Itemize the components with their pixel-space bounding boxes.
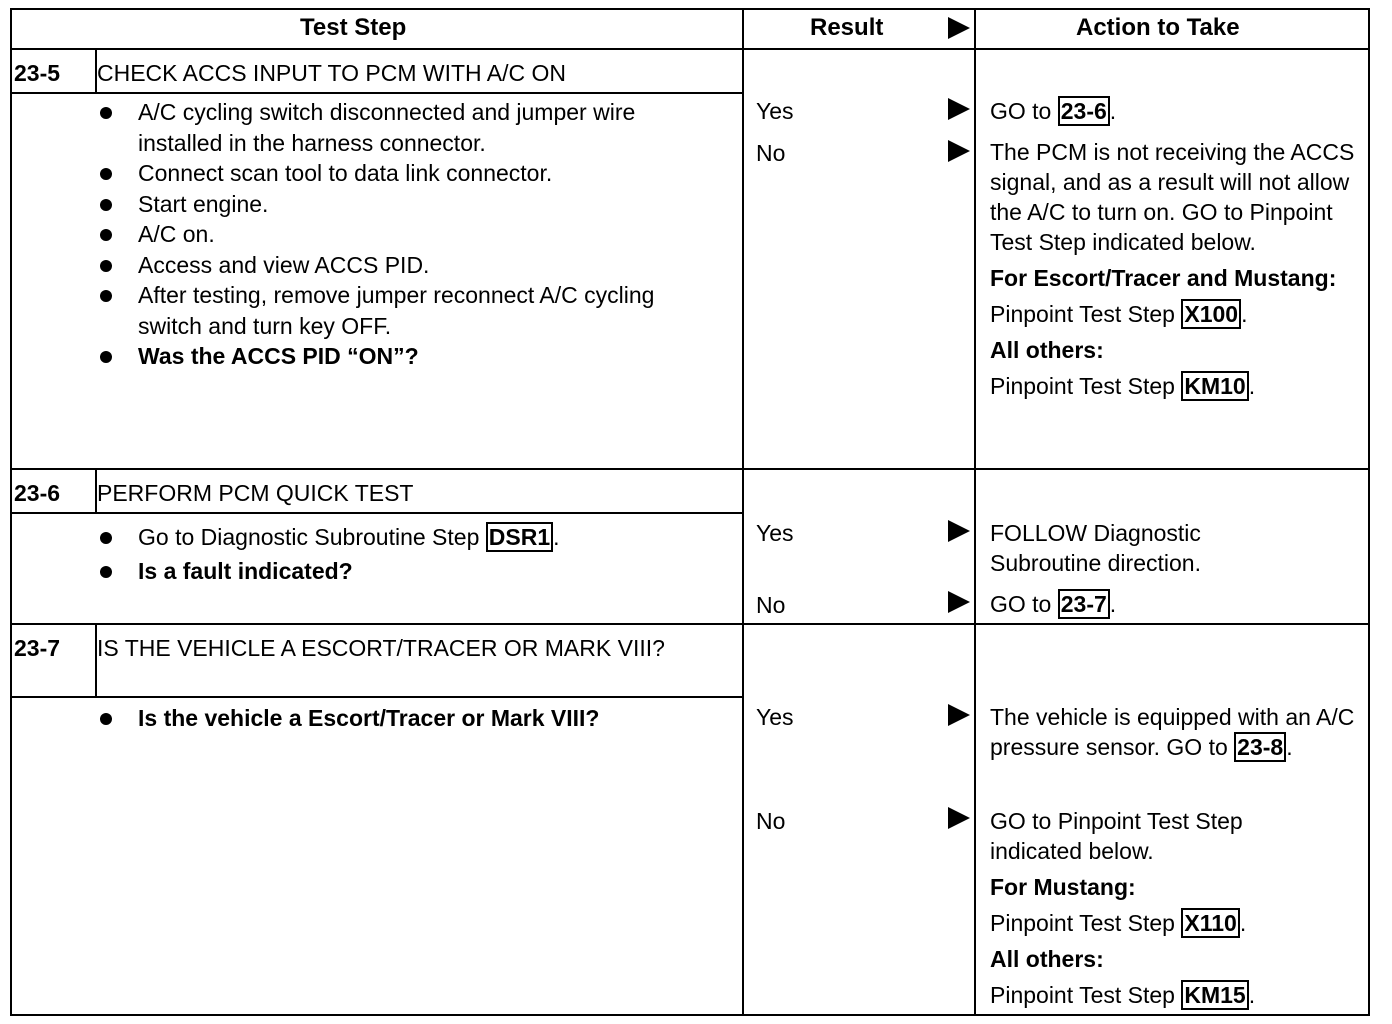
bullet-icon — [100, 290, 112, 302]
bullet-item: A/C on. — [96, 219, 696, 250]
step-ref-box[interactable]: 23-8 — [1234, 732, 1286, 762]
bullet-item: Go to Diagnostic Subroutine Step DSR1 . — [96, 518, 696, 556]
step-ref-box[interactable]: 23-6 — [1058, 96, 1110, 126]
header-action: Action to Take — [1076, 14, 1240, 41]
group-heading: For Escort/Tracer and Mustang: — [990, 265, 1337, 291]
arrow-icon — [948, 140, 970, 162]
step-title: IS THE VEHICLE A ESCORT/TRACER OR MARK VIII? — [97, 635, 665, 661]
bullet-icon — [100, 351, 112, 363]
step-ref-box[interactable]: KM15 — [1181, 980, 1248, 1010]
action-yes: GO to 23-6 . — [990, 98, 1117, 124]
bullet-item: Is a fault indicated? — [96, 556, 696, 587]
arrow-icon — [948, 98, 970, 120]
step-ref-box[interactable]: 23-7 — [1058, 589, 1110, 619]
header-divider — [10, 48, 1370, 50]
step-ref-box[interactable]: KM10 — [1181, 371, 1248, 401]
step-ref-box[interactable]: X110 — [1181, 908, 1239, 938]
step-number: 23-7 — [14, 635, 61, 661]
header-test-step: Test Step — [300, 14, 407, 41]
arrow-icon — [948, 591, 970, 613]
step-bullets — [96, 97, 696, 372]
bullet-item: A/C cycling switch disconnected and jumper wire installed in the harness connector. — [96, 97, 698, 158]
step-title: PERFORM PCM QUICK TEST — [97, 480, 414, 506]
bullet-icon — [100, 168, 112, 180]
column-divider-action — [974, 8, 976, 1016]
result-no: No — [756, 592, 786, 618]
result-no: No — [756, 140, 786, 166]
bullet-icon — [100, 532, 112, 544]
arrow-icon — [948, 520, 970, 542]
header-arrow-icon — [948, 17, 970, 39]
step-number: 23-6 — [14, 480, 61, 506]
action-no: GO to Pinpoint Test Step indicated below. For Mustang: Pinpoint Test Step X110 . All others: Pinpoint Test Step KM15 . — [990, 808, 1256, 1008]
step-ref-box[interactable]: X100 — [1181, 299, 1241, 329]
step-bullets — [96, 703, 716, 734]
bullet-item: Start engine. — [96, 189, 696, 220]
action-no: GO to 23-7 . — [990, 591, 1117, 617]
bullet-item: Was the ACCS PID “ON”? — [96, 341, 696, 372]
bullet-item: Connect scan tool to data link connector. — [96, 158, 696, 189]
step-title-divider — [10, 512, 743, 514]
action-no: The PCM is not receiving the ACCS signal, and as a result will not allow the A/C to turn on. GO to Pinpoint Test Step indicated below. For Escort/Tracer and Mustang: Pinpoint Test Step X100 . All others: Pinpoint Test Step KM10 . — [990, 139, 1355, 399]
bullet-item: Access and view ACCS PID. — [96, 250, 696, 281]
step-title-divider — [10, 696, 743, 698]
bullet-item: After testing, remove jumper reconnect A/C cycling switch and turn key OFF. — [96, 280, 698, 341]
step-title: CHECK ACCS INPUT TO PCM WITH A/C ON — [97, 60, 567, 86]
group-heading: All others: — [990, 337, 1104, 363]
action-yes: FOLLOW Diagnostic Subroutine direction. — [990, 520, 1201, 576]
result-yes: Yes — [756, 520, 794, 546]
result-no: No — [756, 808, 786, 834]
group-heading: All others: — [990, 946, 1104, 972]
step-bullets — [96, 518, 696, 587]
arrow-icon — [948, 807, 970, 829]
bullet-icon — [100, 566, 112, 578]
arrow-icon — [948, 704, 970, 726]
bullet-icon — [100, 107, 112, 119]
step-number: 23-5 — [14, 60, 61, 86]
step-ref-box[interactable]: DSR1 — [486, 522, 553, 552]
header-result: Result — [810, 14, 884, 41]
action-yes: The vehicle is equipped with an A/C pressure sensor. GO to 23-8 . — [990, 704, 1355, 760]
bullet-icon — [100, 229, 112, 241]
bullet-icon — [100, 713, 112, 725]
result-yes: Yes — [756, 704, 794, 730]
step-divider — [10, 623, 1370, 625]
bullet-item: Is the vehicle a Escort/Tracer or Mark VIII? — [96, 703, 716, 734]
result-yes: Yes — [756, 98, 794, 124]
bullet-icon — [100, 199, 112, 211]
bullet-icon — [100, 260, 112, 272]
step-divider — [10, 468, 1370, 470]
group-heading: For Mustang: — [990, 874, 1136, 900]
step-title-divider — [10, 92, 743, 94]
